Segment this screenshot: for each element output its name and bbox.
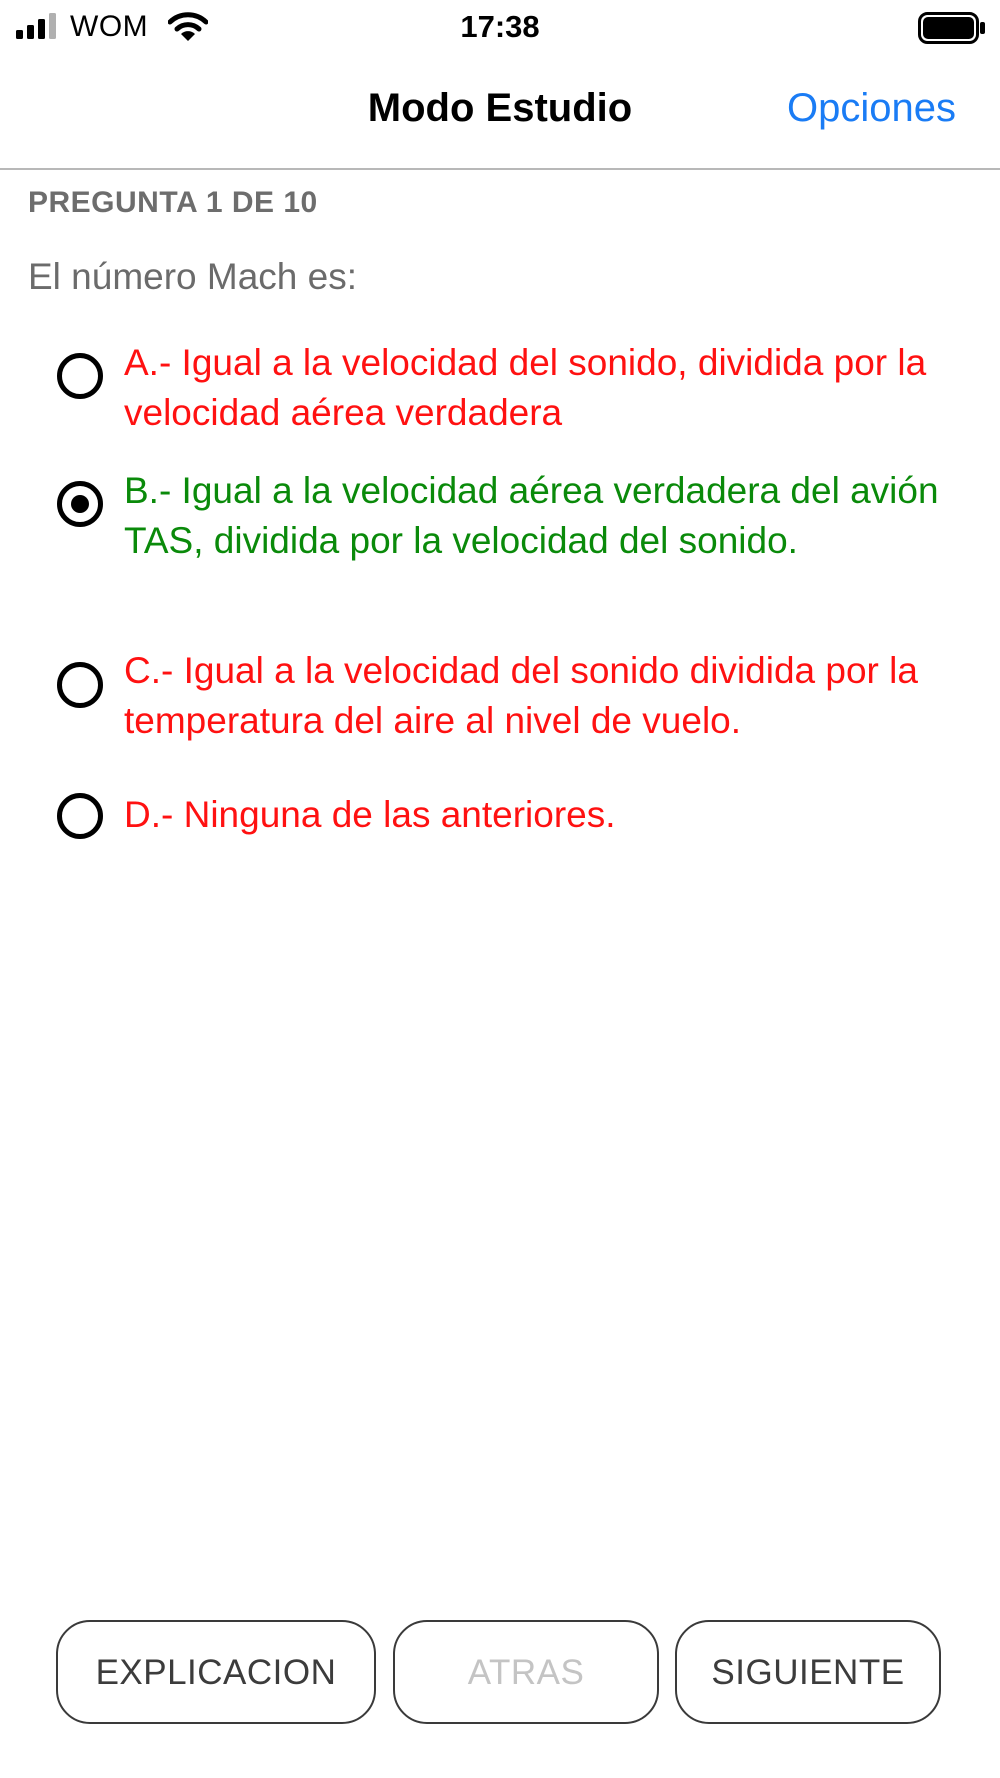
- navigation-bar: [0, 56, 1000, 170]
- answer-option-label: A.- Igual a la velocidad del sonido, dividida por la velocidad aérea verdadera: [124, 342, 927, 433]
- answer-option-d[interactable]: [54, 790, 974, 846]
- radio-button-unchecked-icon[interactable]: [57, 353, 103, 399]
- answer-option-label: C.- Igual a la velocidad del sonido dividida por la temperatura del aire al nivel de vuelo.: [124, 650, 918, 741]
- answer-option-label: D.- Ninguna de las anteriores.: [124, 794, 616, 835]
- options-button[interactable]: Opciones: [787, 86, 956, 130]
- answer-option-c[interactable]: [54, 646, 974, 746]
- battery-icon: [918, 12, 986, 44]
- carrier-name: WOM: [70, 10, 149, 43]
- back-button[interactable]: ATRAS: [393, 1620, 659, 1724]
- answer-option-b[interactable]: [54, 466, 974, 616]
- question-counter: PREGUNTA 1 DE 10: [28, 186, 318, 219]
- radio-button-unchecked-icon[interactable]: [57, 793, 103, 839]
- explanation-button[interactable]: EXPLICACION: [56, 1620, 376, 1724]
- radio-button-checked-icon[interactable]: [57, 481, 103, 527]
- status-time: 17:38: [460, 9, 540, 44]
- status-bar: [0, 0, 1000, 56]
- page-title: Modo Estudio: [367, 86, 633, 130]
- answer-option-label: B.- Igual a la velocidad aérea verdadera del avión TAS, dividida por la velocidad del sonido.: [124, 470, 939, 561]
- question-text: El número Mach es:: [28, 256, 358, 297]
- next-button[interactable]: SIGUIENTE: [675, 1620, 941, 1724]
- radio-button-unchecked-icon[interactable]: [57, 662, 103, 708]
- answer-option-a[interactable]: [54, 338, 974, 438]
